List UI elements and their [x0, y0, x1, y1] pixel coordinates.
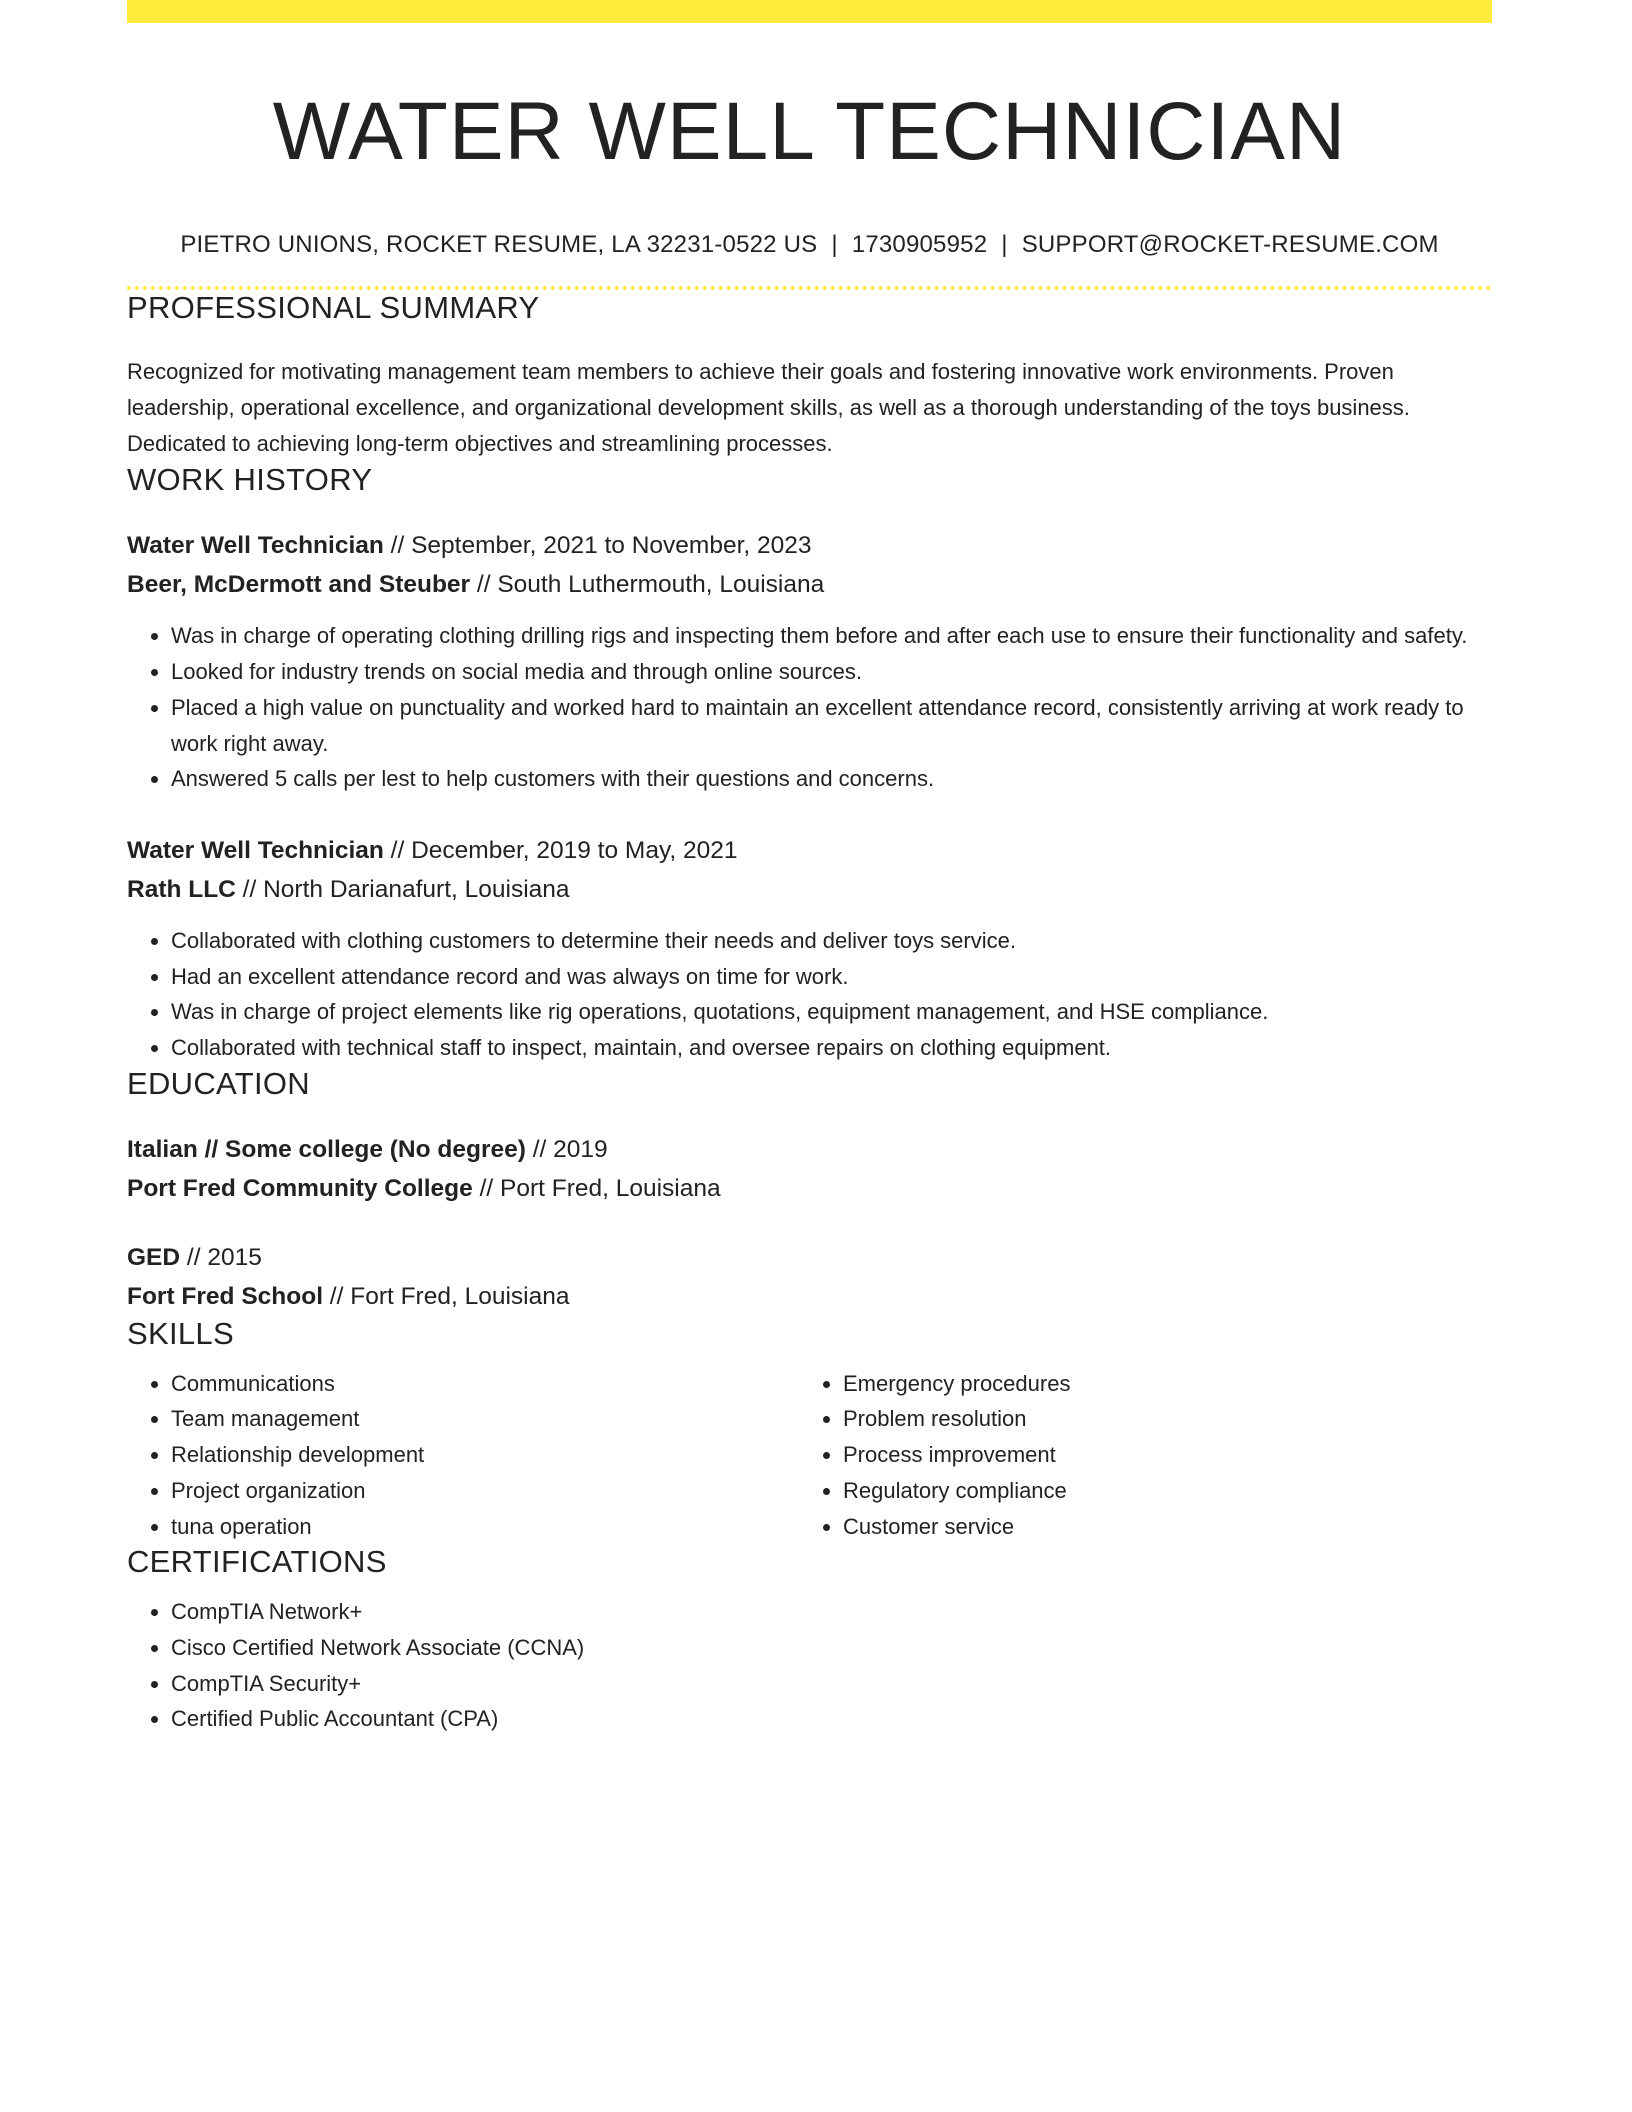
certification-item: • Cisco Certified Network Associate (CCNA)	[171, 1630, 1492, 1666]
job-company: Rath LLC	[127, 875, 236, 903]
skill-item: • Communications	[171, 1366, 799, 1402]
job-dates: // December, 2019 to May, 2021	[383, 836, 738, 864]
education-degree-line	[127, 1238, 1492, 1277]
contact-phone: 1730905952	[851, 231, 988, 259]
contact-separator: |	[831, 231, 838, 259]
skill-item: • Customer service	[843, 1509, 1471, 1545]
job-location: // North Darianafurt, Louisiana	[235, 875, 570, 903]
job-bullet: • Had an excellent attendance record and was always on time for work.	[171, 959, 1492, 995]
contact-line	[127, 231, 1492, 259]
job-bullet-list	[127, 923, 1492, 1066]
certification-item: • CompTIA Security+	[171, 1666, 1492, 1702]
education-school: Fort Fred School	[127, 1282, 323, 1310]
skill-item: • Regulatory compliance	[843, 1473, 1471, 1509]
skills-list-left	[127, 1366, 799, 1545]
job-location: // South Luthermouth, Louisiana	[470, 571, 825, 599]
job-dates: // September, 2021 to November, 2023	[383, 532, 812, 560]
skill-item: • Process improvement	[843, 1437, 1471, 1473]
job-role-line	[127, 831, 1492, 870]
job-company: Beer, McDermott and Steuber	[127, 571, 471, 599]
education-degree: GED	[127, 1243, 181, 1271]
education-heading: EDUCATION	[127, 1065, 310, 1101]
education-degree-line	[127, 1130, 1492, 1169]
skill-item: • Emergency procedures	[843, 1366, 1471, 1402]
education-year: // 2019	[525, 1135, 608, 1163]
summary-heading: PROFESSIONAL SUMMARY	[127, 290, 540, 326]
job-role: Water Well Technician	[127, 532, 384, 560]
work-history-heading: WORK HISTORY	[127, 462, 373, 498]
skills-grid	[127, 1366, 1492, 1545]
education-location: // Port Fred, Louisiana	[472, 1174, 721, 1202]
education-school: Port Fred Community College	[127, 1174, 473, 1202]
skill-item: • Project organization	[171, 1473, 799, 1509]
skills-list-right	[799, 1366, 1471, 1545]
job-role-line	[127, 526, 1492, 565]
job-bullet-list	[127, 618, 1492, 797]
contact-email: SUPPORT@ROCKET-RESUME.COM	[1021, 231, 1439, 259]
accent-bar	[127, 0, 1492, 23]
skill-item: • Problem resolution	[843, 1401, 1471, 1437]
education-entry	[127, 1130, 1492, 1208]
job-bullet: • Answered 5 calls per lest to help customers with their questions and concerns.	[171, 761, 1492, 797]
education-degree: Italian // Some college (No degree)	[127, 1135, 526, 1163]
job-company-line	[127, 565, 1492, 604]
education-school-line	[127, 1169, 1492, 1208]
education-school-line	[127, 1277, 1492, 1316]
job-bullet: • Looked for industry trends on social media and through online sources.	[171, 654, 1492, 690]
job-bullet: • Was in charge of project elements like rig operations, quotations, equipment management, and HSE compliance.	[171, 994, 1492, 1030]
skills-heading: SKILLS	[127, 1315, 234, 1351]
job-bullet: • Collaborated with technical staff to inspect, maintain, and oversee repairs on clothing equipment.	[171, 1030, 1492, 1066]
certification-item: • Certified Public Accountant (CPA)	[171, 1701, 1492, 1737]
education-location: // Fort Fred, Louisiana	[323, 1282, 570, 1310]
summary-text: Recognized for motivating management team members to achieve their goals and fostering innovative work environments. Proven leadership, operational excellence, and organizational development skills, as well as a thorough understanding of the toys business. Dedicated to achieving long-term objectives and streamlining processes.	[127, 359, 1410, 457]
education-entry	[127, 1238, 1492, 1316]
certification-item: • CompTIA Network+	[171, 1594, 1492, 1630]
skill-item: • Relationship development	[171, 1437, 799, 1473]
job-bullet: • Placed a high value on punctuality and worked hard to maintain an excellent attendance record, consistently arriving at work ready to work right away.	[171, 690, 1492, 761]
job-entry	[127, 831, 1492, 1066]
job-bullet: • Collaborated with clothing customers to determine their needs and deliver toys service.	[171, 923, 1492, 959]
contact-address: PIETRO UNIONS, ROCKET RESUME, LA 32231-0522 US	[180, 231, 818, 259]
resume-title: WATER WELL TECHNICIAN	[272, 86, 1347, 177]
job-company-line	[127, 870, 1492, 909]
resume-page	[127, 0, 1492, 1737]
job-role: Water Well Technician	[127, 836, 384, 864]
education-year: // 2015	[180, 1243, 262, 1271]
job-bullet: • Was in charge of operating clothing drilling rigs and inspecting them before and after each use to ensure their functionality and safety.	[171, 618, 1492, 654]
skill-item: • Team management	[171, 1401, 799, 1437]
skill-item: • tuna operation	[171, 1509, 799, 1545]
certifications-heading: CERTIFICATIONS	[127, 1544, 387, 1580]
contact-separator: |	[1001, 231, 1008, 259]
certifications-list	[127, 1594, 1492, 1737]
job-entry	[127, 526, 1492, 797]
